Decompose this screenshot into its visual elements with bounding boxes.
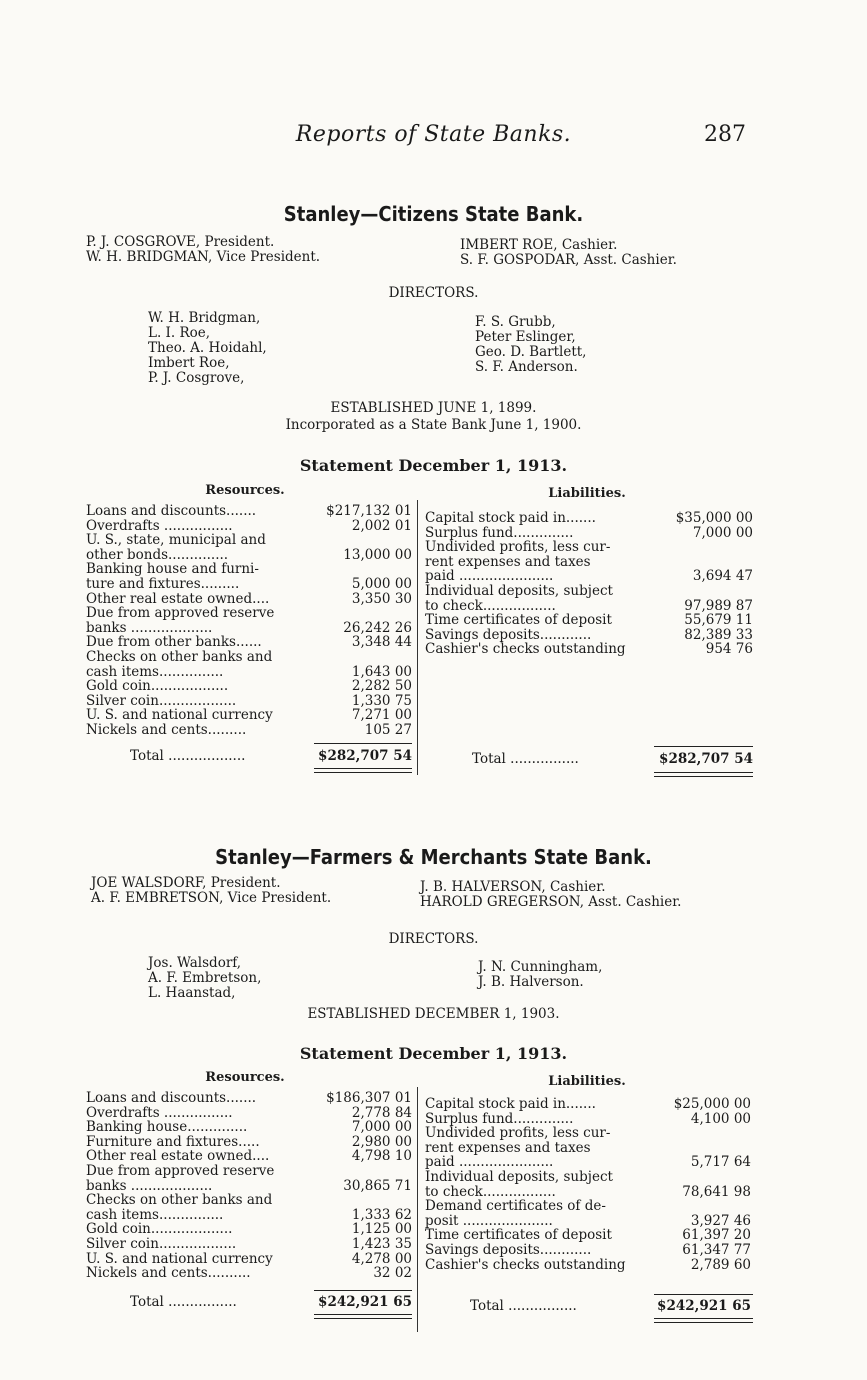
double-rule [654, 776, 753, 777]
liabilities-heading: Liabilities. [548, 1074, 626, 1089]
director: Jos. Walsdorf, [148, 955, 242, 971]
officers-left [86, 235, 320, 265]
resource-row: Due from approved reserve [86, 605, 275, 622]
resource-row: Due from other banks...... 3,348 44 [86, 634, 412, 651]
directors-heading: DIRECTORS. [388, 285, 479, 301]
liability-row: rent expenses and taxes [425, 553, 591, 570]
resources-list [86, 1091, 412, 1281]
director: J. N. Cunningham, [478, 959, 603, 975]
liability-row: Undivided profits, less cur- [425, 1125, 611, 1142]
liability-row: to check................. 78,641 98 [425, 1183, 751, 1200]
resource-row: Overdrafts ................ 2,778 84 [86, 1104, 412, 1121]
double-rule [654, 772, 753, 773]
director: P. J. Cosgrove, [148, 370, 245, 386]
resource-row: Silver coin.................. 1,330 75 [86, 692, 412, 709]
director: Geo. D. Bartlett, [475, 344, 587, 360]
statement-heading: Statement December 1, 1913. [299, 1044, 568, 1063]
directors-left [148, 311, 267, 386]
directors-right [475, 315, 586, 375]
officer-asst-cashier: S. F. GOSPODAR, Asst. Cashier. [460, 252, 677, 268]
liability-row: Undivided profits, less cur- [425, 539, 611, 556]
double-rule [314, 772, 412, 773]
liability-row: to check................. 97,989 87 [425, 597, 753, 614]
resource-row: banks ................... 26,242 26 [86, 619, 412, 636]
resource-row: Checks on other banks and [86, 1192, 273, 1209]
officer-cashier: IMBERT ROE, Cashier. [460, 237, 618, 253]
director: Peter Eslinger, [475, 329, 576, 345]
resource-row: cash items............... 1,643 00 [86, 663, 412, 680]
liability-row: Capital stock paid in....... $25,000 00 [425, 1096, 751, 1112]
running-title: Reports of State Banks. [295, 122, 572, 147]
director: L. Haanstad, [148, 985, 236, 1001]
officers-right [420, 880, 681, 910]
bank-title: Stanley—Farmers & Merchants State Bank. [215, 845, 652, 869]
liability-row: Individual deposits, subject [425, 582, 613, 599]
resource-row: Loans and discounts....... $186,307 01 [86, 1090, 412, 1106]
column-divider [417, 500, 418, 775]
statement-heading: Statement December 1, 1913. [299, 456, 568, 475]
liabilities-heading: Liabilities. [548, 486, 626, 501]
established: ESTABLISHED DECEMBER 1, 1903. [307, 1006, 560, 1022]
director: Theo. A. Hoidahl, [148, 340, 267, 356]
director: W. H. Bridgman, [148, 310, 261, 326]
resource-row: Due from approved reserve [86, 1162, 275, 1179]
double-rule [654, 1322, 753, 1323]
double-rule [314, 1314, 412, 1315]
liabilities-total: Total ................ $282,707 54 [472, 751, 753, 767]
resources-heading: Resources. [205, 1070, 285, 1085]
resource-row: Checks on other banks and [86, 648, 273, 665]
resource-row: cash items............... 1,333 62 [86, 1206, 412, 1223]
liability-row: paid ...................... 5,717 64 [425, 1154, 751, 1171]
officer-president: P. J. COSGROVE, President. [86, 234, 275, 250]
liabilities-total: Total ................ $242,921 65 [470, 1298, 751, 1314]
liability-row: Surplus fund.............. 4,100 00 [425, 1110, 751, 1127]
total-rule [314, 1290, 412, 1291]
column-divider [417, 1087, 418, 1332]
liability-row: Savings deposits............ 82,389 33 [425, 626, 753, 643]
resource-row: Gold coin.................. 2,282 50 [86, 678, 412, 695]
resource-row: U. S. and national currency 7,271 00 [86, 707, 412, 724]
double-rule [314, 1318, 412, 1319]
director: F. S. Grubb, [475, 314, 556, 330]
liability-row: Surplus fund.............. 7,000 00 [425, 524, 753, 541]
resource-row: U. S., state, municipal and [86, 532, 266, 549]
resource-row: Overdrafts ................ 2,002 01 [86, 517, 412, 534]
directors-left [148, 956, 261, 1001]
double-rule [314, 768, 412, 769]
established: ESTABLISHED JUNE 1, 1899. [330, 400, 537, 416]
resource-row: Furniture and fixtures..... 2,980 00 [86, 1133, 412, 1150]
liability-row: posit ..................... 3,927 46 [425, 1212, 751, 1229]
directors-right [478, 960, 602, 990]
liability-row: Cashier's checks outstanding 2,789 60 [425, 1256, 751, 1273]
total-rule [654, 746, 753, 747]
resources-heading: Resources. [205, 483, 285, 498]
liabilities-list [425, 1097, 751, 1272]
liability-row: Capital stock paid in....... $35,000 00 [425, 510, 753, 526]
page-number: 287 [704, 122, 746, 147]
directors-heading: DIRECTORS. [388, 931, 479, 947]
resources-total: Total .................. $282,707 54 [130, 748, 412, 764]
resource-row: other bonds.............. 13,000 00 [86, 546, 412, 563]
liability-row: Savings deposits............ 61,347 77 [425, 1241, 751, 1258]
resources-total: Total ................ $242,921 65 [130, 1294, 412, 1310]
director: Imbert Roe, [148, 355, 230, 371]
liability-row: Time certificates of deposit 61,397 20 [425, 1227, 751, 1244]
liability-row: Demand certificates of de- [425, 1198, 606, 1215]
liability-row: paid ...................... 3,694 47 [425, 568, 753, 585]
total-rule [314, 743, 412, 744]
director: A. F. Embretson, [148, 970, 262, 986]
total-rule [654, 1294, 753, 1295]
resource-row: ture and fixtures......... 5,000 00 [86, 575, 412, 592]
resource-row: Nickels and cents.......... 32 02 [86, 1265, 412, 1282]
resource-row: Gold coin................... 1,125 00 [86, 1221, 412, 1238]
liability-row: rent expenses and taxes [425, 1139, 591, 1156]
officers-right [460, 238, 677, 268]
officer-vice-president: W. H. BRIDGMAN, Vice President. [86, 249, 321, 265]
officers-left [91, 876, 331, 906]
liability-row: Individual deposits, subject [425, 1168, 613, 1185]
liability-row: Cashier's checks outstanding 954 76 [425, 641, 753, 658]
double-rule [654, 1318, 753, 1319]
resource-row: Other real estate owned.... 3,350 30 [86, 590, 412, 607]
resource-row: Nickels and cents......... 105 27 [86, 721, 412, 738]
director: L. I. Roe, [148, 325, 211, 341]
resource-row: Silver coin.................. 1,423 35 [86, 1235, 412, 1252]
resource-row: Banking house and furni- [86, 561, 259, 578]
liability-row: Time certificates of deposit 55,679 11 [425, 612, 753, 629]
resources-list [86, 504, 412, 738]
officer-asst-cashier: HAROLD GREGERSON, Asst. Cashier. [420, 894, 682, 910]
incorporated: Incorporated as a State Bank June 1, 1900. [285, 417, 582, 433]
resource-row: Other real estate owned.... 4,798 10 [86, 1148, 412, 1165]
resource-row: Loans and discounts....... $217,132 01 [86, 503, 412, 519]
officer-vice-president: A. F. EMBRETSON, Vice President. [91, 890, 332, 906]
resource-row: U. S. and national currency 4,278 00 [86, 1250, 412, 1267]
officer-cashier: J. B. HALVERSON, Cashier. [420, 879, 606, 895]
director: J. B. Halverson. [478, 974, 584, 990]
resource-row: Banking house.............. 7,000 00 [86, 1119, 412, 1136]
officer-president: JOE WALSDORF, President. [91, 875, 281, 891]
bank-title: Stanley—Citizens State Bank. [283, 202, 584, 226]
liabilities-list [425, 511, 753, 657]
resource-row: banks ................... 30,865 71 [86, 1177, 412, 1194]
director: S. F. Anderson. [475, 359, 578, 375]
